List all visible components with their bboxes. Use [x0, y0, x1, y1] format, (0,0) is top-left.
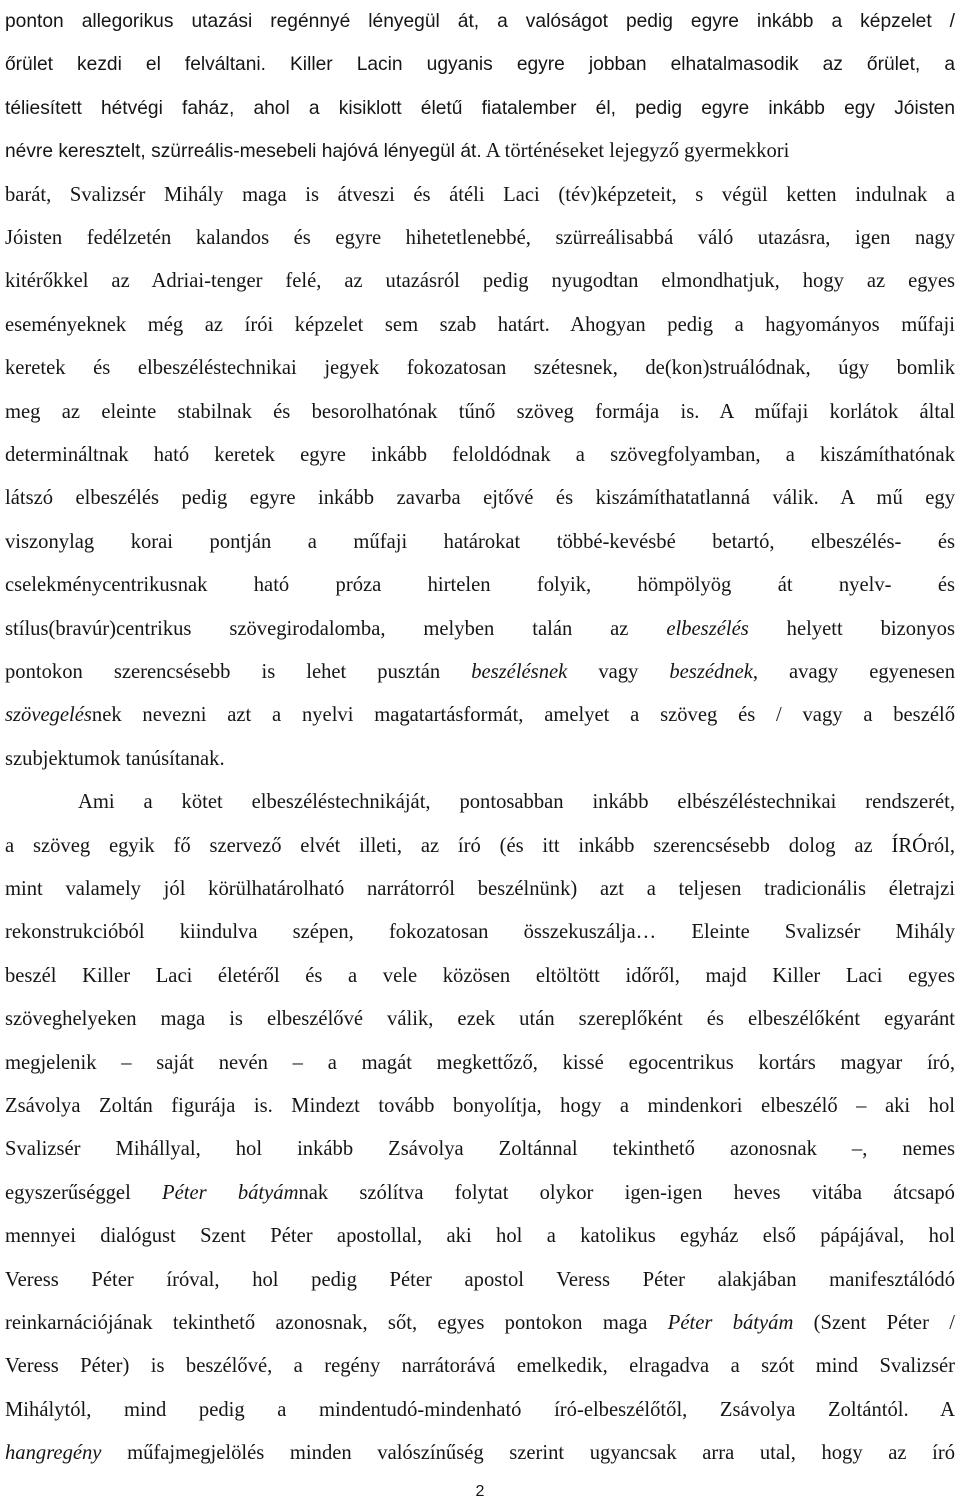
italic-term: elbeszélés — [666, 617, 749, 640]
text-line: viszonylag korai pontján a műfaji határokat többé-kevésbé betartó, elbeszélés- és — [5, 530, 955, 553]
text-line: determináltnak ható keretek egyre inkább feloldódnak a szövegfolyamban, a kiszámíthatónak — [5, 444, 955, 466]
text-line: barát, Svalizsér Mihály maga is átveszi és átéli Laci (tév)képzeteit, s végül ketten indulnak a — [5, 183, 955, 206]
text-line: Svalizsér Mihállyal, hol inkább Zsávolya Zoltánnal tekinthető azonosnak –, nemes — [5, 1138, 955, 1161]
text-line: Jóisten fedélzetén kalandos és egyre hihetetlenebbé, szürreálisabbá váló utazásra, igen nagy — [5, 227, 955, 249]
text-line: a szöveg egyik fő szervező elvét illeti, az író (és itt inkább szerencsésebb dolog az ÍRÓról, — [5, 834, 955, 857]
italic-term: Péter bátyám — [162, 1181, 299, 1204]
text-span: pontokon szerencsésebb is lehet pusztán — [5, 661, 441, 683]
text-span: műfajmegjelölés minden valószínűség szerint ugyancsak arra utal, hogy az író — [127, 1442, 956, 1465]
text-line: Ami a kötet elbeszéléstechnikáját, pontosabban inkább elbészéléstechnikai rendszerét, — [78, 791, 955, 814]
text-line: cselekménycentrikusnak ható próza hirtelen folyik, hömpölyög át nyelv- és — [5, 574, 955, 597]
page-number: 2 — [475, 1483, 485, 1500]
text-line — [5, 1172, 955, 1215]
text-line: rekonstrukcióból kiindulva szépen, fokozatosan összekuszálja… Eleinte Svalizsér Mihály — [5, 921, 955, 944]
text-line: Zsávolya Zoltán figurája is. Mindezt tovább bonyolítja, hogy a mindenkori elbeszélő – aki hol — [5, 1095, 955, 1117]
text-line: meg az eleinte stabilnak és besorolhatónak tűnő szöveg formája is. A műfaji korlátok által — [5, 400, 955, 423]
text-line: Veress Péter íróval, hol pedig Péter apostol Veress Péter alakjában manifesztálódó — [5, 1268, 955, 1291]
text-span: vagy — [598, 661, 639, 683]
text-line: szöveghelyeken maga is elbeszélővé válik, ezek után szereplőként és elbeszélőként egyaránt — [5, 1008, 955, 1031]
text-span: A történéseket lejegyző gyermekkori — [485, 140, 790, 163]
text-line: mennyei dialógust Szent Péter apostollal, aki hol a katolikus egyház első pápájával, hol — [5, 1225, 955, 1248]
text-span: , avagy egyenesen — [752, 661, 955, 683]
text-line: keretek és elbeszéléstechnikai jegyek fokozatosan szétesnek, de(kon)struálódnak, úgy bomlik — [5, 357, 955, 380]
italic-term: beszélésnek — [471, 661, 568, 683]
text-line — [5, 608, 955, 651]
text-line: kitérőkkel az Adriai-tenger felé, az utazásról pedig nyugodtan elmondhatjuk, hogy az egyes — [5, 270, 955, 293]
text-line: szubjektumok tanúsítanak. — [5, 747, 225, 770]
text-span: reinkarnációjának tekinthető azonosnak, sőt, egyes pontokon maga — [5, 1312, 648, 1334]
text-span: nak szólítva folytat olykor igen-igen heves vitába átcsapó — [298, 1181, 955, 1204]
text-span: helyett bizonyos — [786, 617, 955, 640]
italic-term: beszédnek — [669, 661, 753, 683]
text-span: stílus(bravúr)centrikus szövegirodalomba, melyben talán az — [5, 617, 629, 640]
text-line: mint valamely jól körülhatárolható narrátorról beszélnünk) azt a teljesen tradicionális életrajzi — [5, 878, 955, 900]
text-line — [5, 1302, 955, 1345]
text-line: őrület kezdi el felváltani. Killer Lacin ugyanis egyre jobban elhatalmasodik az őrület, a — [5, 54, 955, 76]
text-span: (Szent Péter / — [813, 1312, 955, 1334]
italic-term: Péter bátyám — [667, 1312, 794, 1334]
text-line: Mihálytól, mind pedig a mindentudó-mindenható író-elbeszélőtől, Zsávolya Zoltántól. A — [5, 1398, 955, 1421]
italic-term: hangregény — [5, 1442, 102, 1465]
text-line: megjelenik – saját nevén – a magát megkettőző, kissé egocentrikus kortárs magyar író, — [5, 1051, 955, 1074]
text-line: eseményeknek még az írói képzelet sem szab határt. Ahogyan pedig a hagyományos műfaji — [5, 313, 955, 336]
text-span: névre keresztelt, szürreális-mesebeli hajóvá lényegül át. — [5, 141, 482, 163]
text-line: beszél Killer Laci életéről és a vele közösen eltöltött időről, majd Killer Laci egyes — [5, 964, 955, 987]
text-line — [5, 130, 955, 173]
text-line: Veress Péter) is beszélővé, a regény narrátorává emelkedik, elragadva a szót mind Svalizsér — [5, 1355, 955, 1378]
text-line: ponton allegorikus utazási regénnyé lényegül át, a valóságot pedig egyre inkább a képzelet / — [5, 11, 955, 32]
text-line — [5, 694, 955, 737]
text-span: egyszerűséggel — [5, 1181, 131, 1204]
text-line: látszó elbeszélés pedig egyre inkább zavarba ejtővé és kiszámíthatatlanná válik. A mű egy — [5, 487, 955, 510]
text-line: téliesített hétvégi faház, ahol a kisiklott életű fiatalember él, pedig egyre inkább egy Jóisten — [5, 97, 955, 119]
text-line — [5, 651, 955, 694]
italic-term: szövegelés — [5, 704, 92, 727]
text-line — [5, 1432, 955, 1475]
text-span: nek nevezni azt a nyelvi magatartásformát, amelyet a szöveg és / vagy a beszélő — [91, 704, 955, 727]
